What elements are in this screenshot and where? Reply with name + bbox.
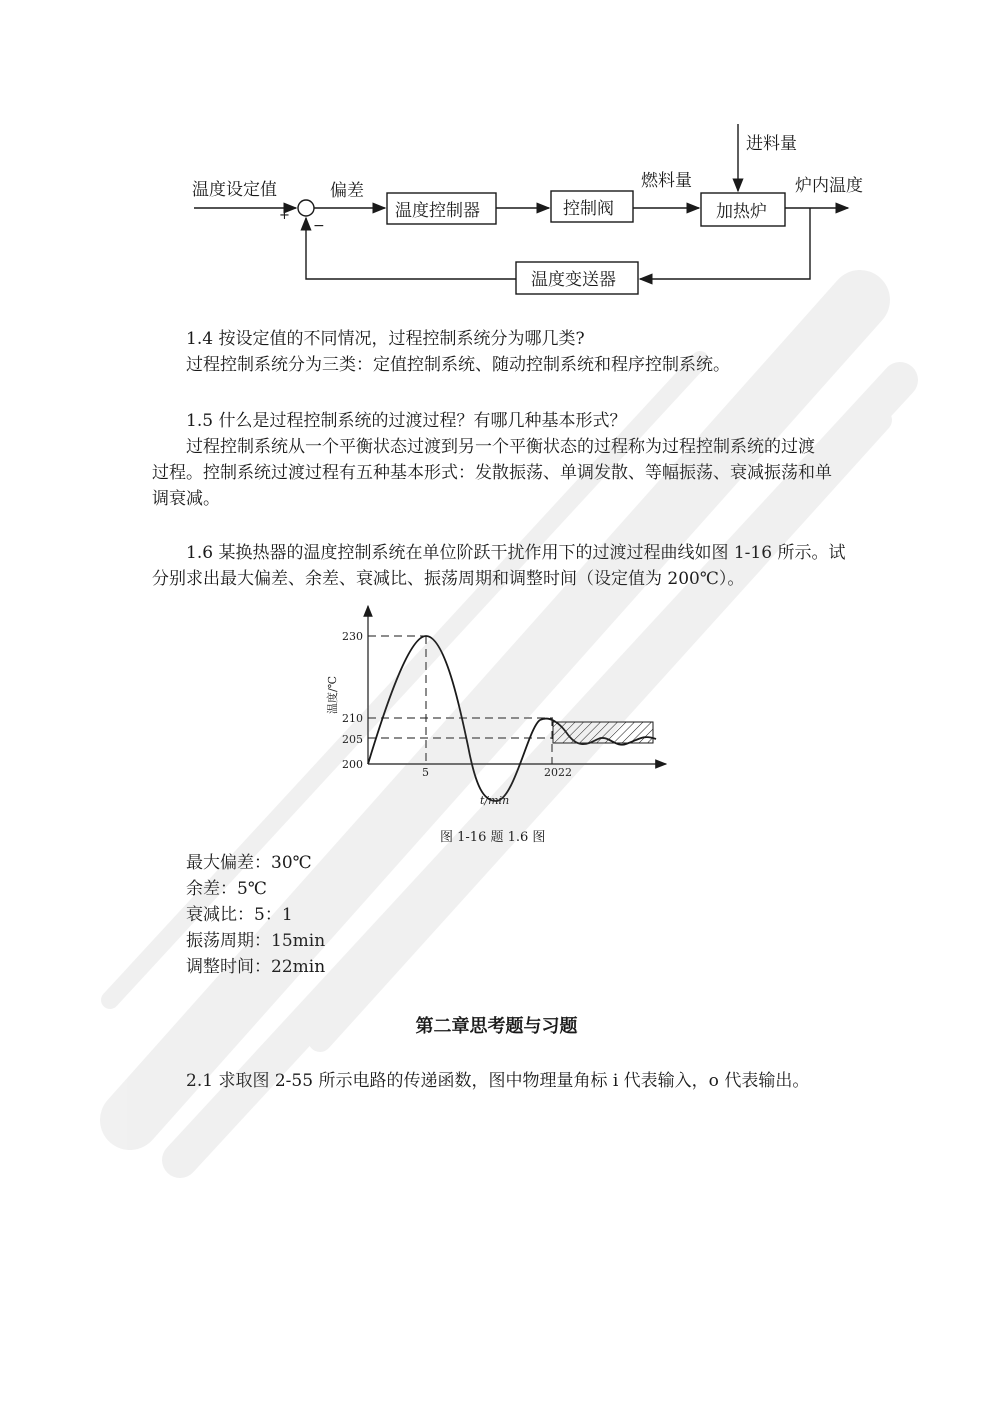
q14-question: 1.4 按设定值的不同情况，过程控制系统分为哪几类? (186, 329, 585, 349)
x-axis-label: t/min (480, 794, 510, 807)
answer-max-deviation: 最大偏差：30℃ (186, 853, 312, 873)
feed-label: 进料量 (746, 134, 797, 154)
chapter-2-title: 第二章思考题与习题 (415, 1016, 578, 1037)
answer-period: 振荡周期：15min (186, 931, 326, 951)
q15-answer-line-1: 过程控制系统从一个平衡状态过渡到另一个平衡状态的过程称为过程控制系统的过渡 (186, 437, 815, 457)
q16-question-line-1: 1.6 某换热器的温度控制系统在单位阶跃干扰作用下的过渡过程曲线如图 1-16 所示。试 (186, 543, 846, 563)
q21-question: 2.1 求取图 2-55 所示电路的传递函数，图中物理量角标 i 代表输入，o 代表输出。 (186, 1071, 810, 1091)
y-axis-label: 温度/℃ (326, 675, 339, 714)
x-tick-label: 22 (558, 766, 572, 779)
figure-caption: 图 1-16 题 1.6 图 (440, 830, 546, 845)
output-label: 炉内温度 (795, 176, 863, 196)
valve-block-label: 控制阀 (563, 199, 614, 219)
plus-sign: + (279, 208, 290, 223)
error-label: 偏差 (330, 181, 364, 201)
minus-sign: − (313, 218, 325, 234)
answer-residual: 余差：5℃ (186, 879, 267, 899)
q14-answer: 过程控制系统分为三类：定值控制系统、随动控制系统和程序控制系统。 (186, 355, 730, 375)
y-tick-label: 205 (342, 733, 363, 746)
q15-answer-line-2: 过程。控制系统过渡过程有五种基本形式：发散振荡、单调发散、等幅振荡、衰减振荡和单 (152, 463, 832, 483)
setpoint-label: 温度设定值 (192, 180, 277, 200)
controller-block-label: 温度控制器 (395, 201, 480, 221)
y-tick-label: 210 (342, 712, 363, 725)
transient-response-chart (300, 598, 680, 818)
q16-question-line-2: 分别求出最大偏差、余差、衰减比、振荡周期和调整时间（设定值为 200℃）。 (152, 569, 745, 589)
answer-decay-ratio: 衰减比：5：1 (186, 905, 293, 925)
q15-answer-line-3: 调衰减。 (152, 489, 220, 509)
furnace-block-label: 加热炉 (716, 202, 767, 222)
x-tick-label: 5 (422, 766, 429, 779)
q15-question: 1.5 什么是过程控制系统的过渡过程？有哪几种基本形式？ (186, 411, 627, 431)
x-tick-label: 20 (544, 766, 558, 779)
y-tick-label: 200 (342, 758, 363, 771)
answer-settling-time: 调整时间：22min (186, 957, 326, 977)
fuel-label: 燃料量 (641, 171, 692, 191)
control-block-diagram (0, 0, 993, 310)
y-tick-label: 230 (342, 630, 363, 643)
transmitter-block-label: 温度变送器 (531, 270, 616, 290)
summing-junction (298, 200, 314, 216)
